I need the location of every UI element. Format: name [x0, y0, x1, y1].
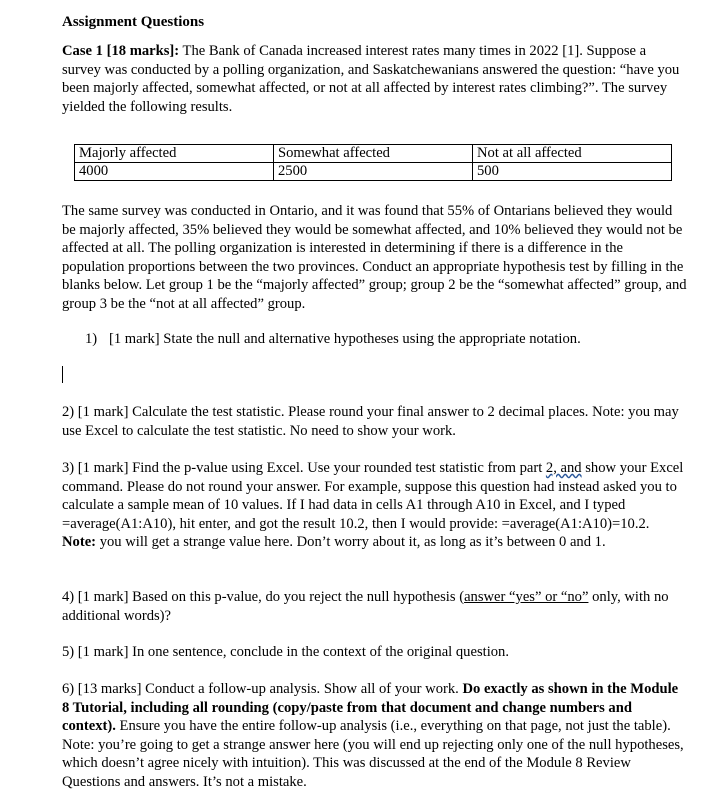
table-cell: 4000 [75, 163, 274, 181]
question-1-text: [1 mark] State the null and alternative hypotheses using the appropriate notation. [109, 331, 581, 347]
underlined-instruction: answer “yes” or “no” [464, 589, 589, 605]
note-label: Note: [62, 534, 97, 550]
table-header-cell: Majorly affected [75, 145, 274, 163]
text-cursor[interactable] [62, 366, 63, 383]
table-cell: 500 [473, 163, 672, 181]
question-1-number: 1) [85, 331, 98, 347]
table-header-cell: Somewhat affected [274, 145, 473, 163]
page-title: Assignment Questions [62, 14, 205, 30]
case1-paragraph [62, 42, 687, 116]
question-6: 6) [13 marks] Conduct a follow-up analysis. Show all of your work. Do exactly as shown in the Module 8 Tutorial, including all rounding (copy/paste from that document and change numbers and context). Ensure you have the entire follow-up analysis (i.e., everything on that page, not just the table). Note: you’re going to get a strange answer here (you will end up rejecting only one of the null hypotheses, which doesn’t agree nicely with intuition). This was discussed at the end of the Module 8 Review Questions and answers. It’s not a mistake. [62, 681, 684, 790]
question-3: 3) [1 mark] Find the p-value using Excel. Use your rounded test statistic from part 2, and show your Excel command. Please do not round your answer. For example, suppose this question had instead asked you to calculate a sample mean of 10 values. If I had data in cells A1 through A10 in Excel, and I typed =average(A1:A10), hit enter, and got the result 10.2, then I would provide: =average(A1:A10)=10.2. Note: you will get a strange value here. Don’t worry about it, as long as it’s between 0 and 1. [62, 460, 684, 550]
question-1 [85, 330, 685, 349]
question-2: 2) [1 mark] Calculate the test statistic. Please round your final answer to 2 decimal places. Note: you may use Excel to calculate the test statistic. No need to show your work. [62, 404, 679, 439]
grammar-flag[interactable]: 2, and [545, 460, 582, 476]
table-header-row [75, 145, 672, 163]
question-5: 5) [1 mark] In one sentence, conclude in the context of the original question. [62, 644, 509, 660]
survey-results-table [74, 144, 672, 181]
table-row [75, 163, 672, 181]
bold-instruction: Do exactly as shown in the Module 8 Tutorial, including all rounding (copy/paste from that document and change numbers and context). [62, 681, 679, 734]
question-4: 4) [1 mark] Based on this p-value, do you reject the null hypothesis (answer “yes” or “no” only, with no additional words)? [62, 589, 669, 624]
table-header-cell: Not at all affected [473, 145, 672, 163]
ontario-paragraph: The same survey was conducted in Ontario, and it was found that 55% of Ontarians believed they would be majorly affected, 35% believed they would be somewhat affected, and 10% believed they would not be affected at all. The polling organization is interested in determining if there is a difference in the population proportions between the two provinces. Conduct an appropriate hypothesis test by filling in the blanks below. Let group 1 be the “majorly affected” group; group 2 be the “somewhat affected” group, and group 3 be the “not at all affected” group. [62, 203, 687, 312]
table-cell: 2500 [274, 163, 473, 181]
case1-label: Case 1 [18 marks]: [62, 43, 180, 59]
case1-text: The Bank of Canada increased interest rates many times in 2022 [1]. Suppose a survey was conducted by a polling organization, and Saskatchewanians answered the question: “have you been majorly affected, somewhat affected, or not at all affected by interest rates climbing?”. The survey yielded the following results. [62, 43, 680, 115]
